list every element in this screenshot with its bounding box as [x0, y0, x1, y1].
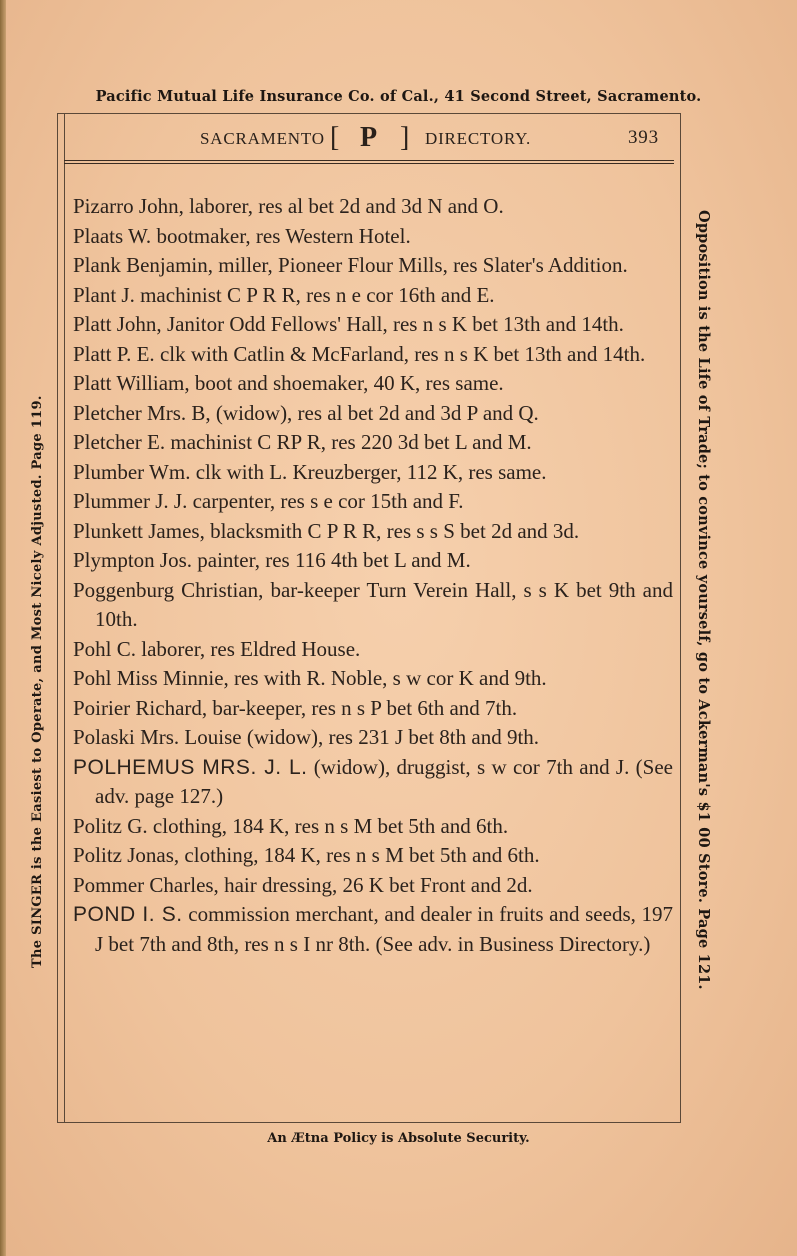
entry-name: Pletcher E. — [73, 430, 166, 454]
entry-name: Poirier Richard, — [73, 695, 208, 720]
directory-entry — [73, 487, 673, 517]
entry-name: Plumber Wm. — [73, 459, 191, 484]
entry-details: laborer, res Eldred House. — [136, 636, 361, 661]
entry-details: laborer, res al bet 2d and 3d N and O. — [183, 194, 504, 218]
directory-entry — [73, 517, 673, 547]
directory-entry — [73, 812, 673, 842]
entry-details: painter, res 116 4th bet L and M. — [192, 548, 471, 572]
directory-entry — [73, 310, 673, 340]
directory-entry — [73, 369, 673, 399]
bottom-advertisement: An Ætna Policy is Absolute Security. — [267, 1131, 530, 1146]
directory-entry — [73, 428, 673, 458]
directory-entry — [73, 576, 673, 635]
entry-name: Pizarro John, — [73, 194, 184, 218]
entry-details: commission merchant, and dealer in fruits and seeds, 197 J bet 7th and 8th, res n s I nr 8th. (See adv. in Business Directory.) — [95, 902, 673, 956]
directory-entry — [73, 340, 673, 370]
entry-details: bar-keeper, res n s P bet 6th and 7th. — [207, 695, 518, 720]
header-rule-second — [64, 163, 674, 164]
entry-name: Platt P. E. — [73, 341, 155, 366]
entry-details: bootmaker, res Western Hotel. — [151, 223, 411, 248]
entry-name: Plaats W. — [73, 223, 152, 248]
entry-details: clk with Catlin & McFarland, res n s K bet 13th and 14th. — [154, 341, 646, 366]
entry-details: carpenter, res s e cor 15th and F. — [187, 489, 464, 513]
running-head-letter: P — [360, 122, 378, 153]
entry-details: machinist C P R R, res n e cor 16th and E. — [134, 282, 495, 307]
entry-details: boot and shoemaker, 40 K, res same. — [189, 371, 504, 395]
entry-details: clothing, 184 K, res n s M bet 5th and 6th. — [147, 813, 509, 838]
directory-entry — [73, 546, 673, 576]
entry-name: Pohl Miss Minnie, — [73, 666, 229, 690]
running-head — [60, 124, 680, 154]
directory-entries — [73, 192, 673, 959]
entry-details: clk with L. Kreuzberger, 112 K, res same. — [190, 459, 547, 484]
directory-entry — [73, 753, 673, 812]
binding-edge — [0, 0, 6, 1256]
entry-name: Poggenburg Christian, — [73, 577, 264, 602]
entry-name: Plant J. — [73, 282, 135, 307]
running-head-bracket-right: ] — [400, 122, 411, 153]
entry-name: Pohl C. — [73, 636, 137, 661]
directory-entry — [73, 694, 673, 724]
entry-details: res with R. Noble, s w cor K and 9th. — [228, 666, 547, 690]
entry-name: Platt William, — [73, 371, 190, 395]
directory-entry — [73, 841, 673, 871]
entry-name: Plympton Jos. — [73, 548, 193, 572]
entry-details: (widow), res 231 J bet 8th and 9th. — [241, 725, 540, 749]
entry-details: blacksmith C P R R, res s s S bet 2d and 3d. — [204, 518, 580, 543]
directory-entry — [73, 192, 673, 222]
entry-name: Plunkett James, — [73, 518, 205, 543]
entry-name: Politz Jonas, — [73, 843, 180, 867]
running-head-directory: DIRECTORY. — [425, 129, 532, 148]
page-frame-inner-line — [64, 113, 65, 1123]
directory-entry — [73, 222, 673, 252]
directory-entry — [73, 251, 673, 281]
entry-details: (widow), res al bet 2d and 3d P and Q. — [210, 400, 539, 425]
entry-details: (widow), druggist, s w cor 7th and J. (See adv. page 127.) — [95, 754, 673, 808]
entry-name: Pommer Charles, — [73, 872, 219, 897]
directory-entry — [73, 281, 673, 311]
entry-name: Plank Benjamin, — [73, 253, 213, 277]
directory-entry — [73, 399, 673, 429]
directory-entry — [73, 458, 673, 488]
top-advertisement: Pacific Mutual Life Insurance Co. of Cal., 41 Second Street, Sacramento. — [95, 88, 702, 105]
right-side-advertisement: Opposition is the Life of Trade; to convince yourself, go to Ackerman's $1 00 Store. Page 121. — [695, 210, 712, 990]
entry-details: bar-keeper Turn Verein Hall, s s K bet 9th and 10th. — [95, 577, 673, 631]
header-rule — [64, 160, 674, 161]
entry-name: Politz G. — [73, 813, 148, 838]
directory-entry — [73, 723, 673, 753]
entry-details: machinist C RP R, res 220 3d bet L and M. — [165, 430, 532, 454]
page-number: 393 — [628, 127, 659, 148]
entry-details: hair dressing, 26 K bet Front and 2d. — [218, 872, 533, 897]
directory-entry — [73, 635, 673, 665]
entry-name: Polaski Mrs. Louise — [73, 725, 242, 749]
left-side-advertisement: The SINGER is the Easiest to Operate, and Most Nicely Adjusted. Page 119. — [30, 395, 45, 968]
directory-entry — [73, 900, 673, 959]
running-head-bracket-left: [ — [330, 122, 341, 153]
entry-name: POLHEMUS MRS. J. L. — [73, 755, 308, 779]
running-head-city: SACRAMENTO — [200, 129, 325, 148]
entry-name: Plummer J. J. — [73, 489, 188, 513]
entry-details: Janitor Odd Fellows' Hall, res n s K bet 13th and 14th. — [161, 312, 624, 336]
entry-name: Pletcher Mrs. B, — [73, 400, 211, 425]
entry-name: Platt John, — [73, 312, 162, 336]
entry-details: miller, Pioneer Flour Mills, res Slater's Addition. — [213, 253, 628, 277]
entry-name: POND I. S. — [73, 903, 183, 926]
entry-details: clothing, 184 K, res n s M bet 5th and 6th. — [179, 843, 540, 867]
directory-entry — [73, 871, 673, 901]
directory-entry — [73, 664, 673, 694]
